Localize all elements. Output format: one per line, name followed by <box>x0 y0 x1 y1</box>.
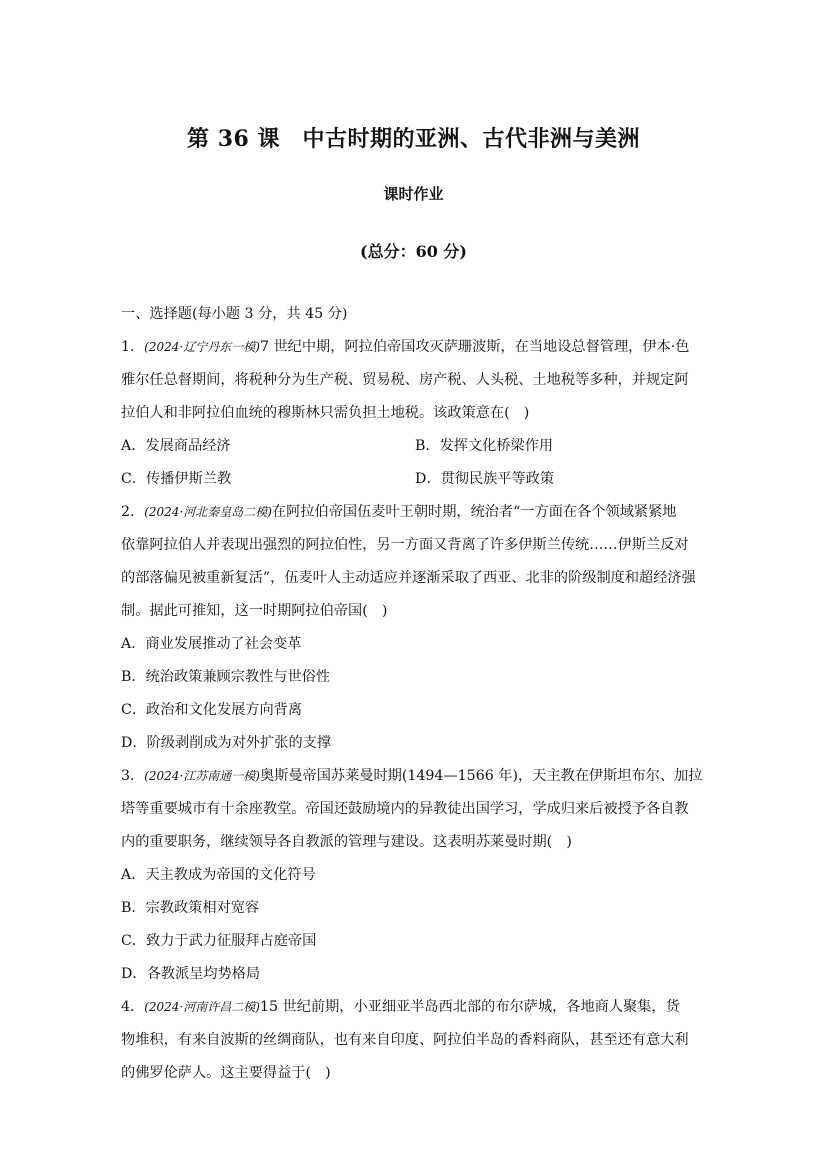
question-number: 2． <box>121 504 145 520</box>
question-number: 1． <box>121 339 145 355</box>
question-2 <box>121 496 709 760</box>
question-1-line-1 <box>121 331 709 364</box>
question-text: 15 世纪前期，小亚细亚半岛西北部的布尔萨城，各地商人聚集，货 <box>259 999 680 1015</box>
page-subtitle: 课时作业 <box>383 185 444 203</box>
option-d[interactable]: D．贯彻民族平等政策 <box>415 471 555 487</box>
option-c[interactable]: C．政治和文化发展方向背离 <box>121 702 303 718</box>
question-source: (2024·河北秦皇岛二模) <box>144 505 272 519</box>
option-a[interactable]: A．天主教成为帝国的文化符号 <box>121 867 316 883</box>
question-text: 的佛罗伦萨人。这主要得益于( ) <box>121 1065 331 1081</box>
question-1 <box>121 331 709 496</box>
option-row <box>121 430 709 463</box>
question-text: 物堆积，有来自波斯的丝绸商队，也有来自印度、阿拉伯半岛的香料商队，甚至还有意大利 <box>121 1032 689 1048</box>
question-text: 奥斯曼帝国苏莱曼时期(1494—1566 年)，天主教在伊斯坦布尔、加拉 <box>259 768 703 784</box>
question-source: (2024·江苏南通一模) <box>144 769 260 783</box>
question-3 <box>121 760 709 991</box>
question-text: 7 世纪中期，阿拉伯帝国攻灭萨珊波斯，在当地设总督管理，伊本·色 <box>259 339 690 355</box>
question-text: 塔等重要城市有十余座教堂。帝国还鼓励境内的异教徒出国学习，学成归来后被授予各自教 <box>121 801 689 817</box>
question-number: 4． <box>121 999 145 1015</box>
question-text: 拉伯人和非阿拉伯血统的穆斯林只需负担土地税。该政策意在( ) <box>121 405 530 421</box>
option-b[interactable]: B．发挥文化桥梁作用 <box>415 438 554 454</box>
section-heading: 一、选择题(每小题 3 分，共 45 分) <box>121 306 348 322</box>
question-text: 制。据此可推知，这一时期阿拉伯帝国( ) <box>121 603 388 619</box>
question-4 <box>121 991 709 1090</box>
question-source: (2024·河南许昌二模) <box>144 1000 260 1014</box>
option-d[interactable]: D．阶级剥削成为对外扩张的支撑 <box>121 735 332 751</box>
option-row <box>121 463 709 496</box>
question-2-line-1 <box>121 496 709 529</box>
question-number: 3． <box>121 768 145 784</box>
option-d[interactable]: D．各教派呈均势格局 <box>121 966 261 982</box>
option-c[interactable]: C．传播伊斯兰教 <box>121 471 232 487</box>
question-text: 在阿拉伯帝国伍麦叶王朝时期，统治者“一方面在各个领域紧紧地 <box>271 504 677 520</box>
option-b[interactable]: B．统治政策兼顾宗教性与世俗性 <box>121 669 331 685</box>
question-text: 依靠阿拉伯人并表现出强烈的阿拉伯性，另一方面又背离了许多伊斯兰传统……伊斯兰反对 <box>121 537 689 553</box>
question-source: (2024·辽宁丹东一模) <box>144 340 260 354</box>
question-text: 内的重要职务，继续领导各自教派的管理与建设。这表明苏莱曼时期( ) <box>121 834 572 850</box>
question-text: 雅尔任总督期间，将税种分为生产税、贸易税、房产税、人头税、土地税等多种，并规定阿 <box>121 372 689 388</box>
option-a[interactable]: A．商业发展推动了社会变革 <box>121 636 302 652</box>
question-text: 的部落偏见被重新复活”，伍麦叶人主动适应并逐渐采取了西亚、北非的阶级制度和超经济强 <box>121 570 696 586</box>
question-3-line-1 <box>121 760 709 793</box>
question-content <box>121 298 709 1090</box>
page-title: 第 36 课 中古时期的亚洲、古代非洲与美洲 <box>187 126 640 152</box>
total-score: (总分：60 分) <box>360 242 467 261</box>
option-a[interactable]: A．发展商品经济 <box>121 438 231 454</box>
option-b[interactable]: B．宗教政策相对宽容 <box>121 900 260 916</box>
question-4-line-1 <box>121 991 709 1024</box>
option-c[interactable]: C．致力于武力征服拜占庭帝国 <box>121 933 317 949</box>
